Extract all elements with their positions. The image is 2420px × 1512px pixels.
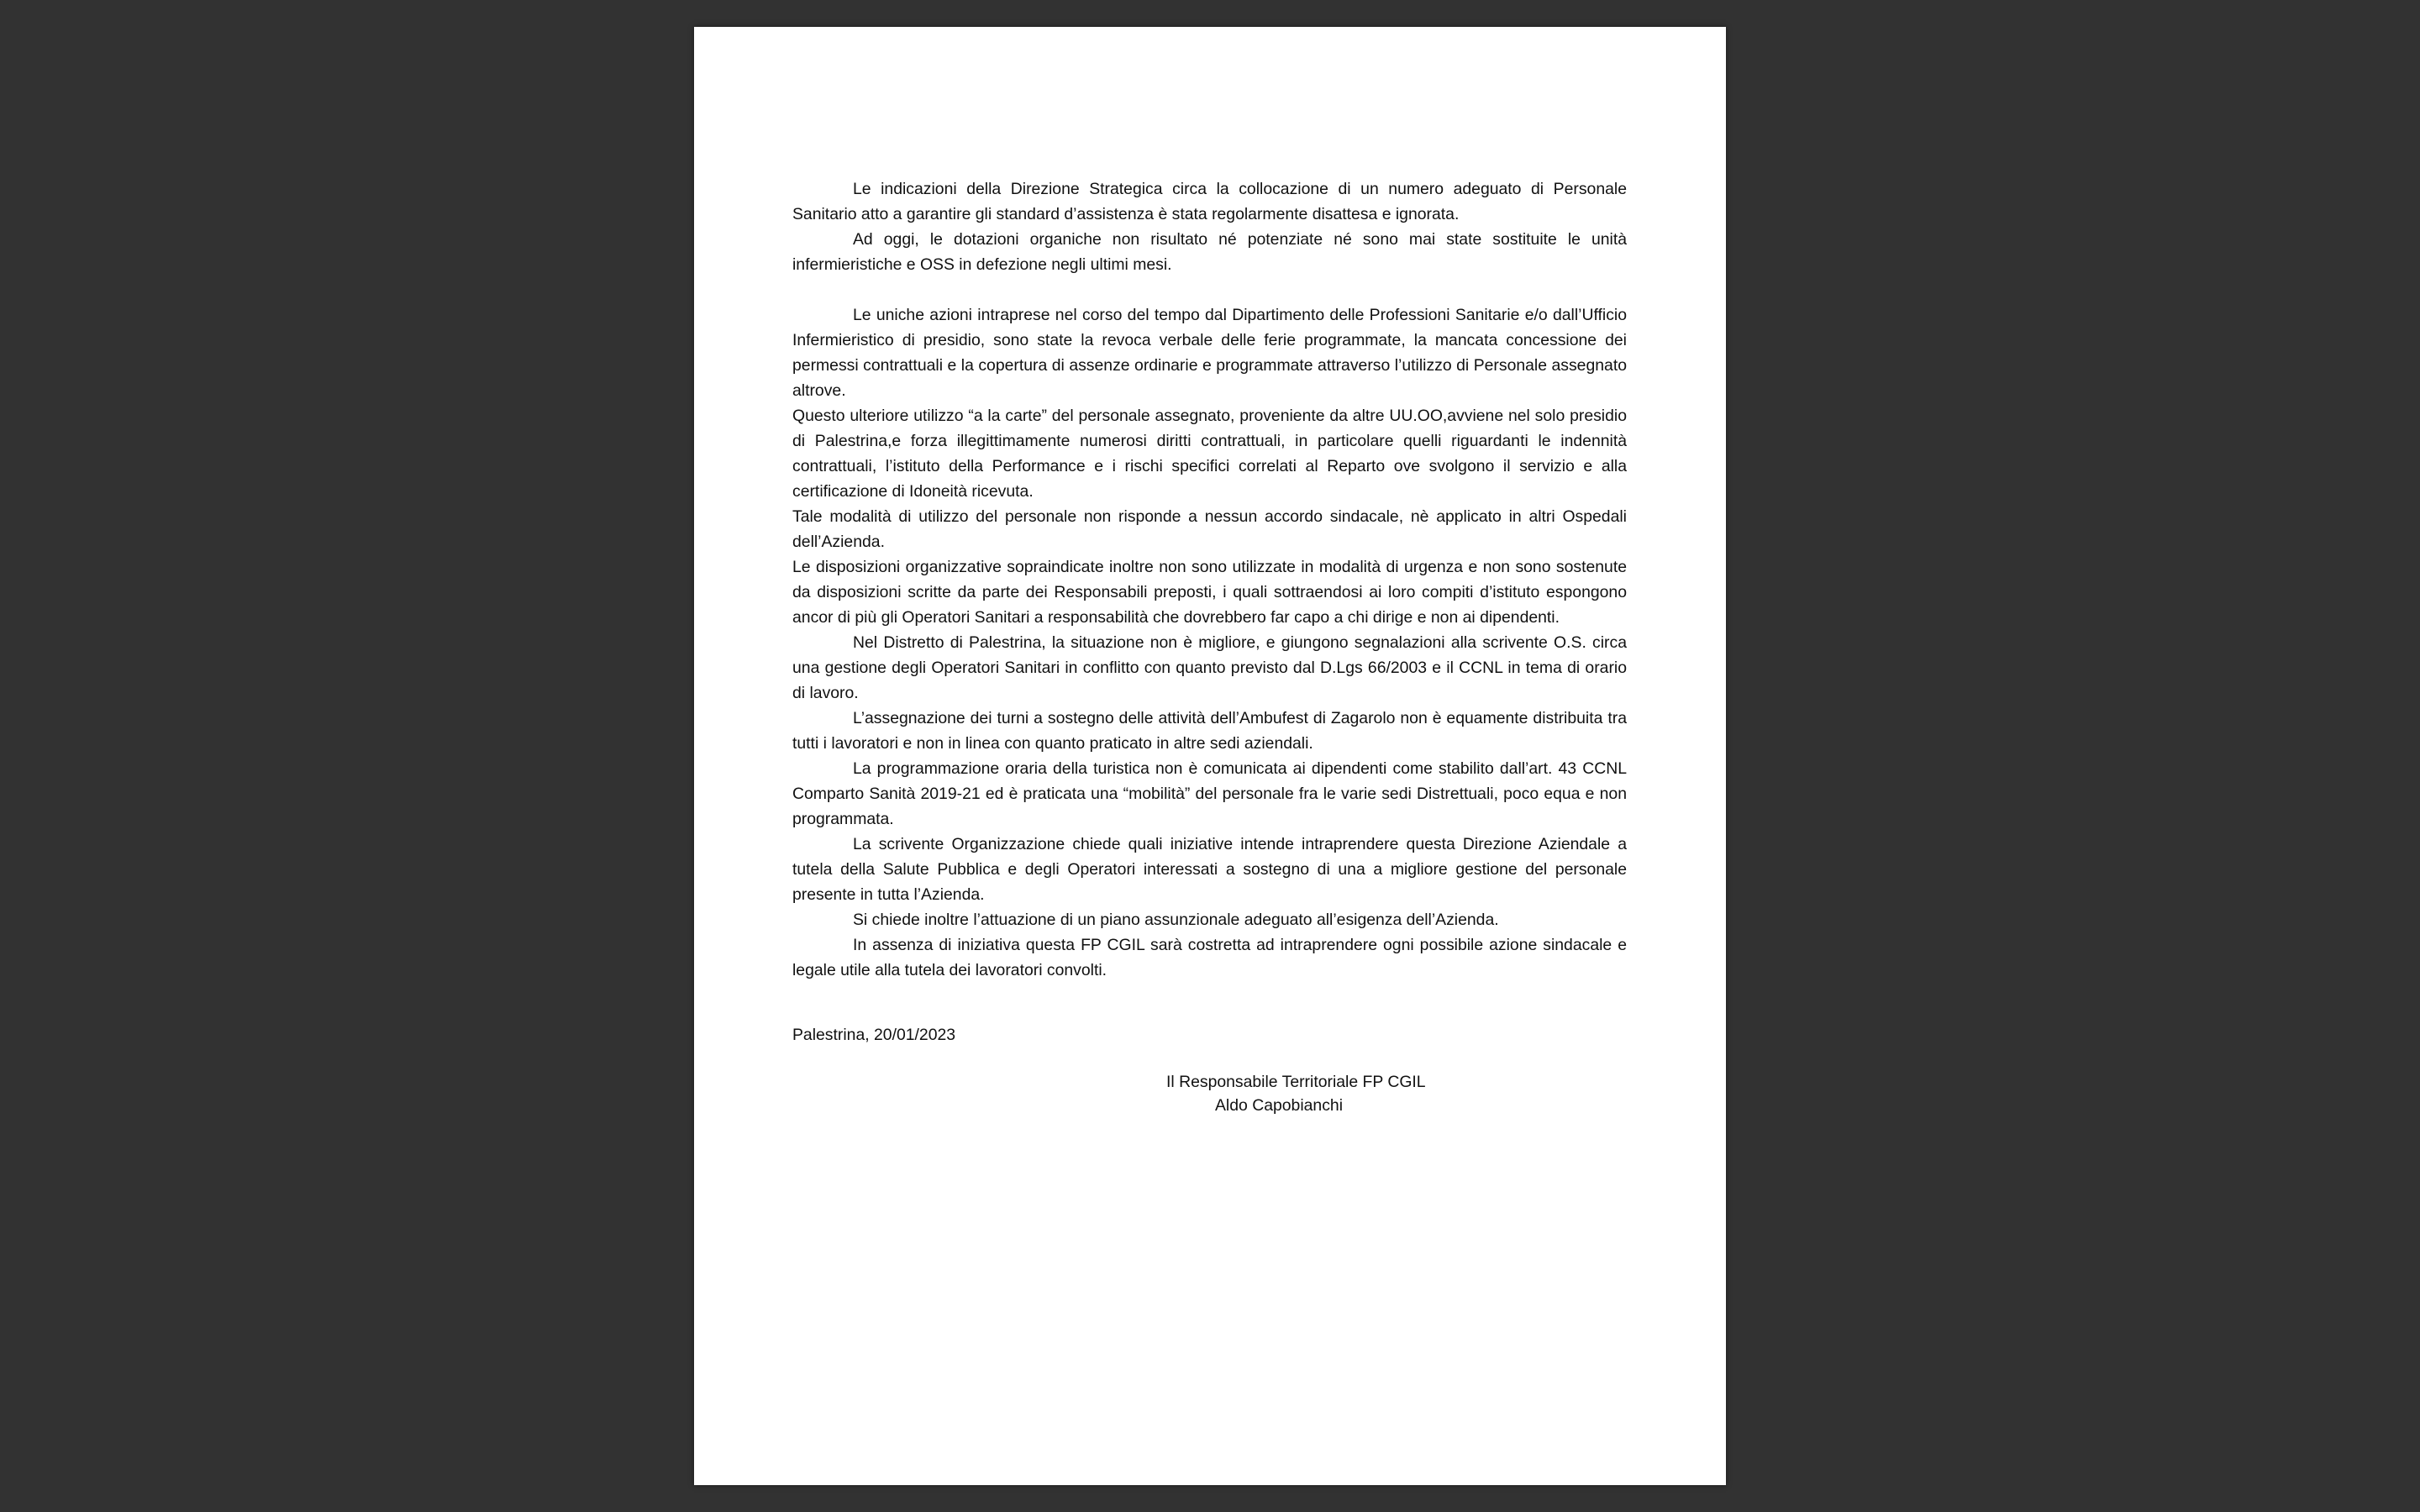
paragraph: Le indicazioni della Direzione Strategica circa la collocazione di un numero adeguato di Personale Sanitario atto a garantire gli standard d’assistenza è stata regolarmente disattesa e ignorata. bbox=[792, 180, 1627, 223]
paragraph: Le uniche azioni intraprese nel corso del tempo dal Dipartimento delle Professioni Sanitarie e/o dall’Ufficio Infermieristico di presidio, sono state la revoca verbale delle ferie programmate, la mancata concessione dei permessi contrattuali e la copertura di assenze ordinarie e programmate attraverso l’utilizzo di Personale assegnato altrove. bbox=[792, 306, 1627, 400]
paragraph: Le disposizioni organizzative sopraindicate inoltre non sono utilizzate in modalità di urgenza e non sono sostenute da disposizioni scritte da parte dei Responsabili preposti, i quali sottraendosi ai loro compiti d’istituto espongono ancor di più gli Operatori Sanitari a responsabilità che dovrebbero far capo a chi dirige e non ai dipendenti. bbox=[792, 558, 1627, 627]
paragraph: La scrivente Organizzazione chiede quali iniziative intende intraprendere questa Direzione Aziendale a tutela della Salute Pubblica e degli Operatori interessati a sostegno di una a migliore gestione del personale presente in tutta l’Azienda. bbox=[792, 835, 1627, 904]
paragraph: Questo ulteriore utilizzo “a la carte” del personale assegnato, proveniente da altre UU.OO,avviene nel solo presidio di Palestrina,e forza illegittimamente numerosi diritti contrattuali, in particolare quelli riguardanti le indennità contrattuali, l’istituto della Performance e i rischi specifici correlati al Reparto ove svolgono il servizio e alla certificazione di Idoneità ricevuta. bbox=[792, 407, 1627, 501]
document-body bbox=[792, 176, 1627, 1117]
paragraph: In assenza di iniziativa questa FP CGIL sarà costretta ad intraprendere ogni possibile azione sindacale e legale utile alla tutela dei lavoratori convolti. bbox=[792, 936, 1627, 979]
place-date: Palestrina, 20/01/2023 bbox=[792, 1026, 956, 1044]
paragraph: Si chiede inoltre l’attuazione di un piano assunzionale adeguato all’esigenza dell’Azienda. bbox=[853, 911, 1499, 929]
signature-block bbox=[1166, 1070, 1627, 1117]
paragraph: Ad oggi, le dotazioni organiche non risultato né potenziate né sono mai state sostituite le unità infermieristiche e OSS in defezione negli ultimi mesi. bbox=[792, 230, 1627, 274]
signature-title: Il Responsabile Territoriale FP CGIL bbox=[1166, 1073, 1426, 1091]
paragraph-spacer bbox=[792, 277, 1627, 302]
signature-name: Aldo Capobianchi bbox=[1215, 1096, 1344, 1115]
paragraph: L’assegnazione dei turni a sostegno delle attività dell’Ambufest di Zagarolo non è equamente distribuita tra tutti i lavoratori e non in linea con quanto praticato in altre sedi aziendali. bbox=[792, 709, 1627, 753]
paragraph: La programmazione oraria della turistica non è comunicata ai dipendenti come stabilito dall’art. 43 CCNL Comparto Sanità 2019-21 ed è praticata una “mobilità” del personale fra le varie sedi Distrettuali, poco equa e non programmata. bbox=[792, 759, 1627, 828]
document-page bbox=[694, 27, 1726, 1485]
paragraph: Tale modalità di utilizzo del personale non risponde a nessun accordo sindacale, nè applicato in altri Ospedali dell’Azienda. bbox=[792, 507, 1627, 551]
paragraph: Nel Distretto di Palestrina, la situazione non è migliore, e giungono segnalazioni alla scrivente O.S. circa una gestione degli Operatori Sanitari in conflitto con quanto previsto dal D.Lgs 66/2003 e il CCNL in tema di orario di lavoro. bbox=[792, 633, 1627, 702]
